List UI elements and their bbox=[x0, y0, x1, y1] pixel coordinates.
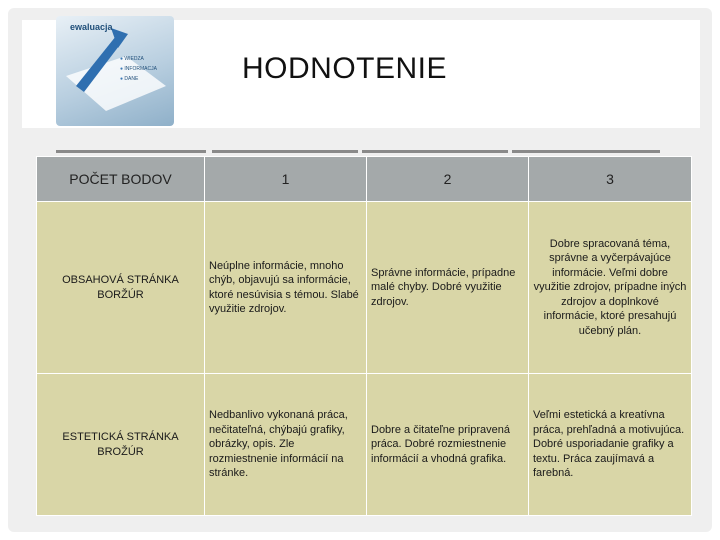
table-cell: Dobre spracovaná téma, správne a vyčerpávajúce informácie. Veľmi dobre využitie zdrojov, prípadne iných zdrojov a doplnkové informácie, ktoré presahujú učebný plán. bbox=[529, 202, 692, 374]
logo-list-item: ● WIEDZA bbox=[120, 54, 157, 64]
table-row bbox=[37, 374, 692, 516]
criterion-cell: ESTETICKÁ STRÁNKA BROŽÚR bbox=[37, 374, 205, 516]
header-score-2: 2 bbox=[367, 157, 529, 202]
criterion-cell: OBSAHOVÁ STRÁNKA BORŽÚR bbox=[37, 202, 205, 374]
page-title: HODNOTENIE bbox=[242, 52, 448, 85]
grading-table bbox=[36, 156, 692, 516]
table-cell: Dobre a čitateľne pripravená práca. Dobré rozmiestnenie informácií a vhodná grafika. bbox=[367, 374, 529, 516]
header-score-1: 1 bbox=[205, 157, 367, 202]
separator-line bbox=[56, 150, 206, 153]
header-points: POČET BODOV bbox=[37, 157, 205, 202]
table-header-row bbox=[37, 157, 692, 202]
logo-word: ewaluacja bbox=[70, 22, 113, 32]
table-cell: Správne informácie, prípadne malé chyby. Dobré využitie zdrojov. bbox=[367, 202, 529, 374]
table-cell: Nedbanlivo vykonaná práca, nečitateľná, chýbajú grafiky, obrázky, opis. Zle rozmiestnenie informácií na stránke. bbox=[205, 374, 367, 516]
evaluation-logo bbox=[56, 16, 174, 126]
logo-list bbox=[120, 54, 157, 84]
header-score-3: 3 bbox=[529, 157, 692, 202]
separator-line bbox=[212, 150, 358, 153]
separator-line bbox=[362, 150, 508, 153]
separator-line bbox=[512, 150, 660, 153]
table-row bbox=[37, 202, 692, 374]
logo-list-item: ● INFORMACJA bbox=[120, 64, 157, 74]
logo-list-item: ● DANE bbox=[120, 74, 157, 84]
table-cell: Neúplne informácie, mnoho chýb, objavujú sa informácie, ktoré nesúvisia s témou. Slabé využitie zdrojov. bbox=[205, 202, 367, 374]
table-cell: Veľmi estetická a kreatívna práca, prehľadná a motivujúca. Dobré usporiadanie grafiky a textu. Práca zaujímavá a farebná. bbox=[529, 374, 692, 516]
